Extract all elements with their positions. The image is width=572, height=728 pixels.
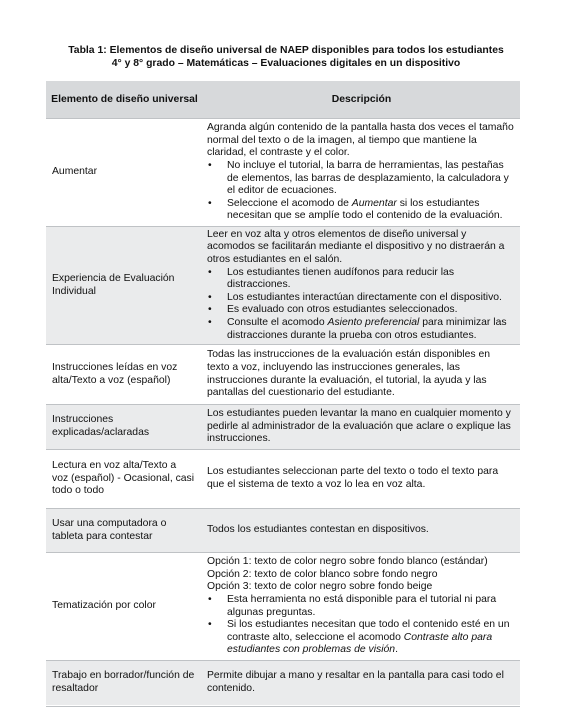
accommodation-name: Contraste alto para estudiantes con problemas de visión — [227, 631, 493, 656]
row-description — [203, 229, 520, 342]
bullet-list — [207, 160, 514, 223]
row-desc-text: Leer en voz alta y otros elementos de diseño universal y acomodos se facilitarán mediante el dispositivo y no distraerán a otros estudiantes en el salón. — [207, 228, 505, 266]
bullet-item: • Si los estudiantes necesitan que todo el contenido esté en un contraste alto, seleccione el acomodo Contraste alto para estudiantes con problemas de visión. — [207, 619, 514, 657]
row-element: Lectura en voz alta/Texto a voz (español) - Ocasional, casi todo o todo — [52, 460, 195, 497]
row-description — [203, 556, 520, 657]
row-description: Los estudiantes seleccionan parte del texto o todo el texto para que el sistema de texto a voz lo lea en voz alta. — [207, 466, 499, 490]
table-row — [46, 509, 520, 553]
row-element: Usar una computadora o tableta para contestar — [52, 517, 167, 542]
bullet-item: • Los estudiantes interactúan directamente con el dispositivo. — [207, 292, 514, 305]
table-title — [0, 44, 572, 70]
header-description: Descripción — [331, 94, 392, 105]
table-row — [46, 119, 520, 227]
bullet-item: • No incluye el tutorial, la barra de herramientas, las pestañas de elementos, las barras de desplazamiento, la calculadora y el editor de ecuaciones. — [207, 160, 514, 198]
row-description — [203, 122, 520, 223]
accommodation-name: Asiento preferencial — [327, 316, 420, 328]
row-description: Los estudiantes pueden levantar la mano en cualquier momento y pedirle al administrador de la evaluación que aclare o explique las instrucciones. — [207, 408, 511, 445]
color-option: Opción 3: texto de color negro sobre fondo beige — [207, 581, 433, 593]
row-desc-text: Agranda algún contenido de la pantalla hasta dos veces el tamaño normal del texto o de la imagen, al tiempo que mantiene la claridad, el contraste y el color. — [207, 122, 514, 159]
table-row — [46, 450, 520, 509]
table-row — [46, 345, 520, 405]
bullet-item: • Seleccione el acomodo de Aumentar si los estudiantes necesitan que se amplíe todo el contenido de la evaluación. — [207, 198, 514, 223]
table-row — [46, 227, 520, 345]
color-option: Opción 1: texto de color negro sobre fondo blanco (estándar) — [207, 556, 488, 568]
row-description: Todos los estudiantes contestan en dispositivos. — [207, 524, 429, 536]
bullet-item: • Esta herramienta no está disponible para el tutorial ni para algunas preguntas. — [207, 594, 514, 619]
accommodations-table — [46, 81, 520, 705]
table-header — [46, 81, 520, 119]
bullet-list — [207, 267, 514, 343]
table-title-line1: Tabla 1: Elementos de diseño universal de NAEP disponibles para todos los estudiantes — [68, 45, 504, 56]
row-element: Aumentar — [52, 166, 98, 178]
header-element: Elemento de diseño universal — [51, 94, 198, 105]
table-row — [46, 553, 520, 661]
table-row — [46, 661, 520, 705]
row-element: Instrucciones leídas en voz alta/Texto a voz (español) — [52, 361, 178, 386]
bullet-list — [207, 594, 514, 657]
row-element: Trabajo en borrador/función de resaltador — [52, 670, 195, 694]
row-description: Todas las instrucciones de la evaluación están disponibles en texto a voz, incluyendo las instrucciones generales, las instrucciones durante la evaluación, el tutorial, la ayuda y las pantallas del cuestionario del estudiante. — [207, 349, 491, 399]
table-row — [46, 405, 520, 450]
bullet-item: • Consulte el acomodo Asiento preferencial para minimizar las distracciones durante la prueba con otros estudiantes. — [207, 317, 514, 342]
color-option: Opción 2: texto de color blanco sobre fondo negro — [207, 568, 438, 580]
accommodation-name: Aumentar — [351, 197, 397, 209]
table-title-line2: 4° y 8° grado – Matemáticas – Evaluaciones digitales en un dispositivo — [111, 58, 461, 69]
row-element: Instrucciones explicadas/aclaradas — [52, 414, 150, 438]
row-description: Permite dibujar a mano y resaltar en la pantalla para casi todo el contenido. — [207, 670, 504, 694]
row-element: Experiencia de Evaluación Individual — [52, 272, 175, 297]
row-element: Tematización por color — [52, 600, 156, 612]
table-bottom-rule — [46, 706, 520, 707]
bullet-item: • Los estudiantes tienen audífonos para reducir las distracciones. — [207, 267, 514, 292]
bullet-item: • Es evaluado con otros estudiantes seleccionados. — [207, 304, 514, 317]
